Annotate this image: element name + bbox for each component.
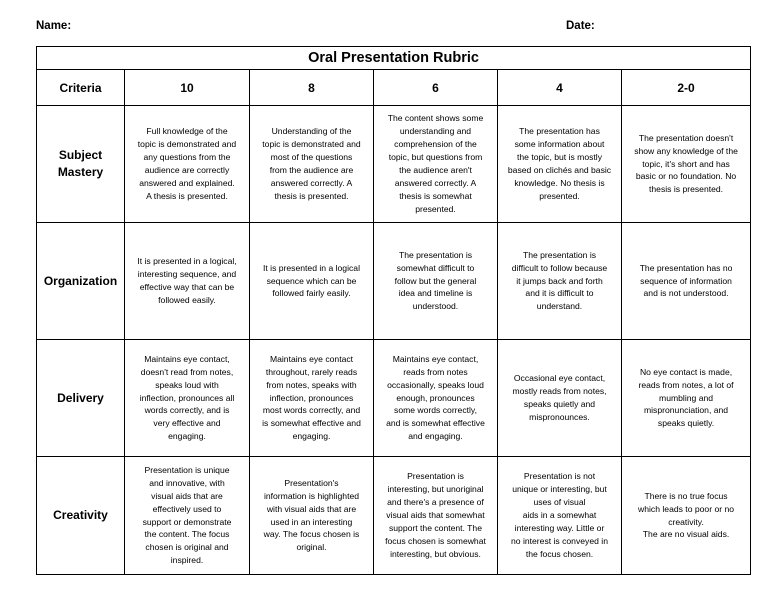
delivery-score-6: Maintains eye contact, reads from notes occasionally, speaks loud enough, pronounces some words correctly, and is somewhat effective and engaging. (374, 340, 498, 457)
name-label: Name: (36, 20, 72, 32)
creativity-score-2-0: There is no true focus which leads to poor or no creativity. The are no visual aids. (622, 457, 751, 575)
organization-score-2-0: The presentation has no sequence of information and is not understood. (622, 223, 751, 340)
organization-score-6: The presentation is somewhat difficult to follow but the general idea and timeline is understood. (374, 223, 498, 340)
delivery-score-8: Maintains eye contact throughout, rarely reads from notes, speaks with inflection, pronounces most words correctly, and is somewhat effective and engaging. (250, 340, 374, 457)
criterion-subject-mastery: Subject Mastery (37, 106, 125, 223)
column-header-criteria: Criteria (37, 70, 125, 106)
row-creativity (37, 457, 751, 575)
column-header-4: 4 (498, 70, 622, 106)
subject-mastery-score-10: Full knowledge of the topic is demonstrated and any questions from the audience are correctly answered and explained. A thesis is presented. (125, 106, 250, 223)
organization-score-4: The presentation is difficult to follow because it jumps back and forth and it is difficult to understand. (498, 223, 622, 340)
header-row (37, 70, 751, 106)
row-organization (37, 223, 751, 340)
column-header-6: 6 (374, 70, 498, 106)
column-header-8: 8 (250, 70, 374, 106)
creativity-score-10: Presentation is unique and innovative, with visual aids that are effectively used to support or demonstrate the content. The focus chosen is original and inspired. (125, 457, 250, 575)
row-subject-mastery (37, 106, 751, 223)
criterion-creativity: Creativity (37, 457, 125, 575)
delivery-score-2-0: No eye contact is made, reads from notes, a lot of mumbling and mispronunciation, and speaks quietly. (622, 340, 751, 457)
rubric-table (36, 46, 751, 575)
organization-score-8: It is presented in a logical sequence which can be followed fairly easily. (250, 223, 374, 340)
organization-score-10: It is presented in a logical, interesting sequence, and effective way that can be followed easily. (125, 223, 250, 340)
column-header-2-0: 2-0 (622, 70, 751, 106)
creativity-score-4: Presentation is not unique or interesting, but uses of visual aids in a somewhat interesting way. Little or no interest is conveyed in the focus chosen. (498, 457, 622, 575)
row-delivery (37, 340, 751, 457)
delivery-score-10: Maintains eye contact, doesn't read from notes, speaks loud with inflection, pronounces all words correctly, and is very effective and engaging. (125, 340, 250, 457)
creativity-score-8: Presentation's information is highlighted with visual aids that are used in an interesting way. The focus chosen is original. (250, 457, 374, 575)
date-label: Date: (566, 20, 595, 32)
creativity-score-6: Presentation is interesting, but unoriginal and there's a presence of visual aids that somewhat support the content. The focus chosen is somewhat interesting, but obvious. (374, 457, 498, 575)
subject-mastery-score-6: The content shows some understanding and comprehension of the topic, but questions from the audience aren't answered correctly. A thesis is somewhat presented. (374, 106, 498, 223)
subject-mastery-score-2-0: The presentation doesn't show any knowledge of the topic, it's short and has basic or no foundation. No thesis is presented. (622, 106, 751, 223)
subject-mastery-score-8: Understanding of the topic is demonstrated and most of the questions from the audience are answered correctly. A thesis is presented. (250, 106, 374, 223)
title-row (37, 47, 751, 70)
rubric-title: Oral Presentation Rubric (37, 47, 751, 70)
delivery-score-4: Occasional eye contact, mostly reads from notes, speaks quietly and mispronounces. (498, 340, 622, 457)
subject-mastery-score-4: The presentation has some information about the topic, but is mostly based on clichés and basic knowledge. No thesis is presented. (498, 106, 622, 223)
column-header-10: 10 (125, 70, 250, 106)
criterion-delivery: Delivery (37, 340, 125, 457)
criterion-organization: Organization (37, 223, 125, 340)
